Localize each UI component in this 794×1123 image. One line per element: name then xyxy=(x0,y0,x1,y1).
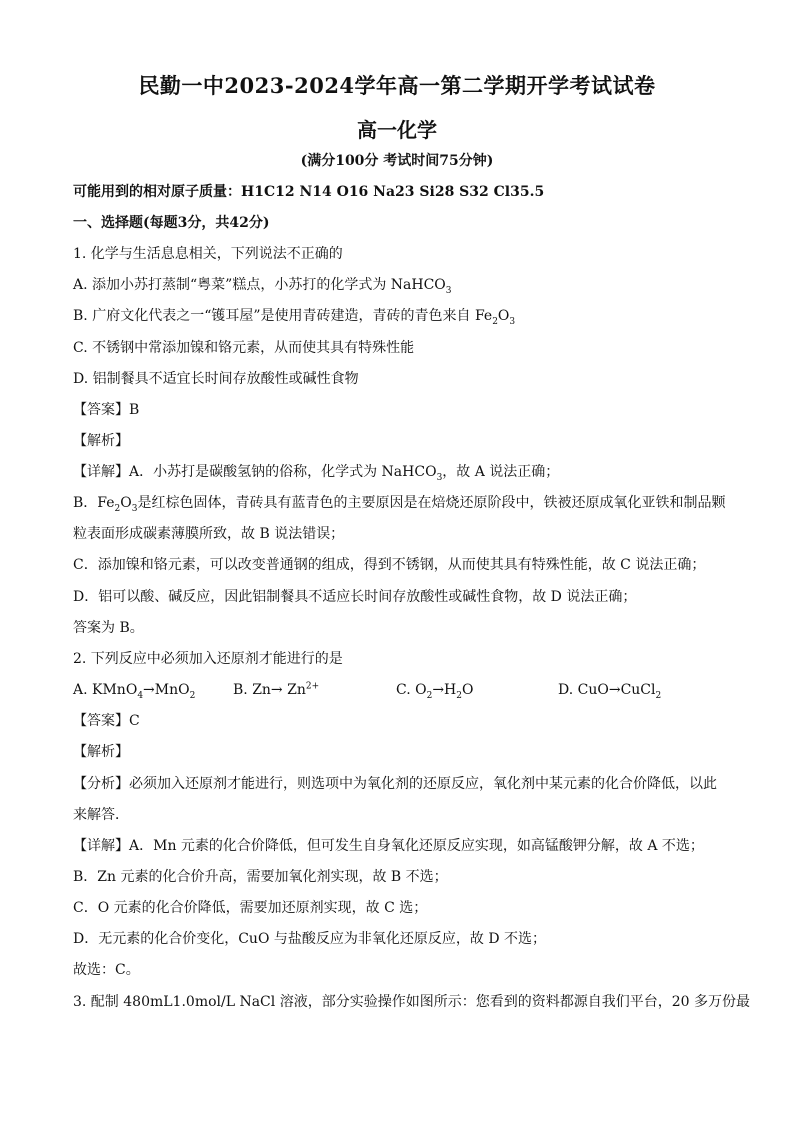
section-heading: 一、选择题(每题3分，共42分) xyxy=(73,215,270,231)
q1-answer: 【答案】B xyxy=(73,402,140,418)
q1-analysis-label: 【解析】 xyxy=(73,433,129,449)
q2-detail-3: C．O 元素的化合价降低，需要加还原剂实现，故 C 选； xyxy=(73,900,428,916)
q2-option-b: B. $Zn\to Zn^{2+}$ xyxy=(233,681,320,698)
exam-meta: (满分100分 考试时间75分钟) xyxy=(300,153,494,169)
atomic-masses: 可能用到的相对原子质量：H1C12 N14 O16 Na23 Si28 S32 Cl35.5 xyxy=(73,184,545,200)
q1-option-c: C. 不锈钢中常添加镍和铬元素，从而使其具有特殊性能 xyxy=(73,340,415,356)
q2-stem: 2. 下列反应中必须加入还原剂才能进行的是 xyxy=(73,651,343,667)
q1-detail-5: D．铝可以酸、碱反应，因此铝制餐具不适应长时间存放酸性或碱性食物，故 D 说法正确； xyxy=(73,589,637,605)
q2-fenxi-1: 【分析】必须加入还原剂才能进行，则选项中为氧化剂的还原反应，氧化剂中某元素的化合价降低，以此 xyxy=(73,776,717,792)
q1-conclusion: 答案为 B。 xyxy=(73,620,144,636)
q3-stem: 3. 配制 480mL1.0mol/L NaCl 溶液，部分实验操作如图所示：您看到的资料都源自我们平台，20 多万份最 xyxy=(73,994,750,1010)
q2-option-d: D. CuO→CuCl$_2$ xyxy=(558,682,662,701)
q2-analysis-label: 【解析】 xyxy=(73,744,129,760)
q1-detail-2: B．$Fe_2O_3$是红棕色固体，青砖具有蓝青色的主要原因是在焙烧还原阶段中，铁被还原成氧化亚铁和制品颗 xyxy=(73,495,726,514)
q2-detail-2: B．Zn 元素的化合价升高，需要加氧化剂实现，故 B 不选； xyxy=(73,869,448,885)
q1-option-b: B. 广府文化代表之一“镬耳屋”是使用青砖建造，青砖的青色来自 $Fe_2O_3$ xyxy=(73,308,516,327)
q1-option-d: D. 铝制餐具不适宜长时间存放酸性或碱性食物 xyxy=(73,371,359,387)
q2-detail-1: 【详解】A．Mn 元素的化合价降低，但可发生自身氧化还原反应实现，如高锰酸钾分解，故 A 不选； xyxy=(73,838,704,854)
q1-detail-3: 粒表面形成碳素薄膜所致，故 B 说法错误； xyxy=(73,526,345,542)
q2-option-a: A. KMnO$_4$→MnO$_2$ xyxy=(73,682,196,701)
q1-option-a: A. 添加小苏打蒸制“粤菜”糕点，小苏打的化学式为 NaHCO$_3$ xyxy=(73,277,452,296)
q1-detail-4: C．添加镍和铬元素，可以改变普通钢的组成，得到不锈钢，从而使其具有特殊性能，故 C 说法正确； xyxy=(73,557,706,573)
page-title: 民勤一中2023-2024学年高一第二学期开学考试试卷 xyxy=(138,73,656,98)
q2-conclusion: 故选：C。 xyxy=(73,962,140,978)
q1-detail-1: 【详解】A．小苏打是碳酸氢钠的俗称，化学式为 NaHCO$_3$，故 A 说法正确； xyxy=(73,464,560,483)
q2-fenxi-2: 来解答． xyxy=(73,807,129,823)
q2-option-c: C. $O_2\to H_2O$ xyxy=(396,682,474,701)
page-subtitle: 高一化学 xyxy=(357,118,437,142)
q1-stem: 1. 化学与生活息息相关，下列说法不正确的 xyxy=(73,246,343,262)
q2-answer: 【答案】C xyxy=(73,713,140,729)
q2-detail-4: D．无元素的化合价变化，CuO 与盐酸反应为非氧化还原反应，故 D 不选； xyxy=(73,931,547,947)
